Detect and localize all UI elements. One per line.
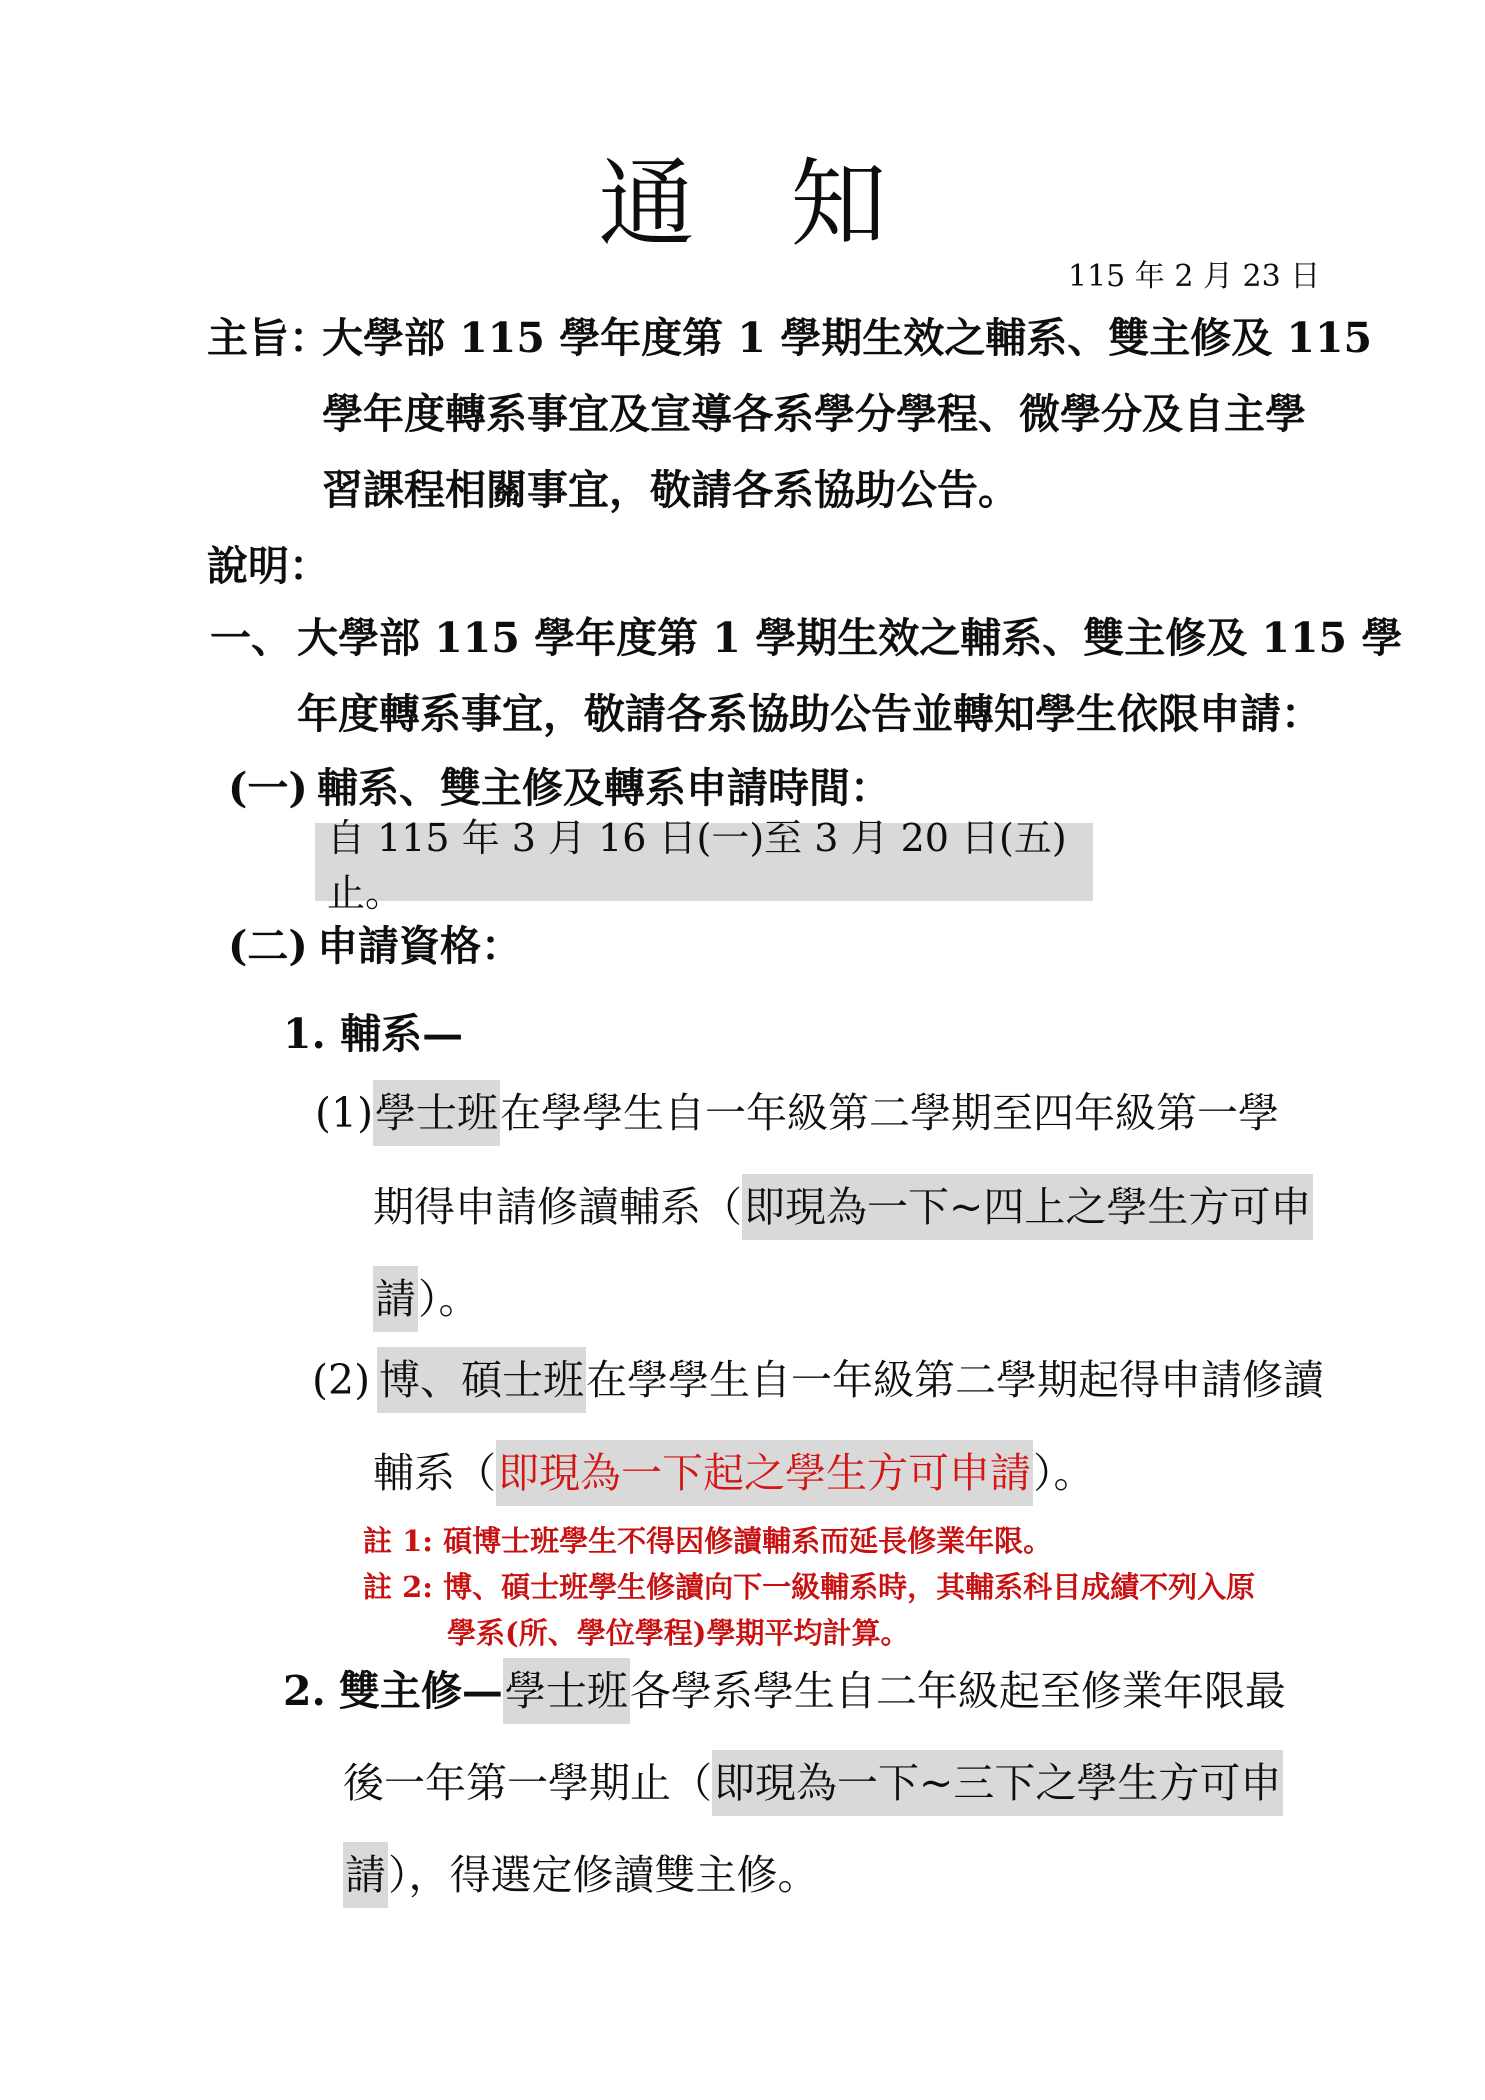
- double-major-highlight-1: 學士班: [503, 1658, 630, 1724]
- note-2-label: 註 2:: [363, 1570, 433, 1604]
- double-major-line-1: [283, 1668, 1286, 1715]
- application-period-text: 自 115 年 3 月 16 日(一)至 3 月 20 日(五)止。: [327, 816, 1067, 915]
- sub2-heading: 申請資格：: [317, 922, 522, 970]
- double-major-highlight-2: 即現為一下~三下之學生方可申: [712, 1750, 1283, 1816]
- item1-number: 一、: [210, 614, 292, 662]
- minor-p1-highlight-2: 即現為一下~四上之學生方可申: [742, 1174, 1313, 1240]
- subject-line-1: 大學部 115 學年度第 1 學期生效之輔系、雙主修及 115: [322, 314, 1373, 362]
- double-major-highlight-3: 請: [343, 1842, 388, 1908]
- minor-p2-pre-2: 輔系（: [373, 1449, 496, 1497]
- sub1-heading: 輔系、雙主修及轉系申請時間：: [317, 764, 891, 812]
- note-2-text-1: 博、碩士班學生修讀向下一級輔系時，其輔系科目成績不列入原: [443, 1570, 1256, 1604]
- item1-line-1: 大學部 115 學年度第 1 學期生效之輔系、雙主修及 115 學: [297, 614, 1403, 662]
- minor-p1-highlight-1: 學士班: [373, 1080, 500, 1146]
- note-1: [363, 1524, 1052, 1559]
- double-major-rest-3: ），得選定修讀雙主修。: [388, 1851, 819, 1899]
- minor-p2-rest-2: ）。: [1033, 1449, 1095, 1497]
- application-period-highlight: [315, 816, 1093, 915]
- note-2-line-1: [363, 1570, 1255, 1605]
- minor-number: 1.: [283, 1010, 326, 1058]
- minor-p1-highlight-3: 請: [373, 1266, 418, 1332]
- minor-p1-rest-3: ）。: [418, 1275, 480, 1323]
- subject-line-3: 習課程相關事宜，敬請各系協助公告。: [322, 466, 1019, 514]
- minor-p1-rest-1: 在學學生自一年級第二學期至四年級第一學: [500, 1089, 1279, 1137]
- minor-heading-line: [283, 1011, 463, 1058]
- note-1-label: 註 1:: [363, 1524, 433, 1558]
- minor-p2-highlight-2: 即現為一下起之學生方可申請: [496, 1440, 1033, 1506]
- subject-line-2: 學年度轉系事宜及宣導各系學分學程、微學分及自主學: [322, 390, 1306, 438]
- notice-date: 115 年 2 月 23 日: [1068, 259, 1321, 294]
- sub2-number: (二): [228, 922, 308, 970]
- page-title: 通 知: [598, 148, 887, 260]
- double-major-line-2: [343, 1760, 1283, 1807]
- minor-p2-line-1: [377, 1357, 1324, 1404]
- minor-p2-highlight-1: 博、碩士班: [377, 1347, 586, 1413]
- explanation-label: 說明：: [207, 542, 330, 590]
- item1-line-2: 年度轉系事宜，敬請各系協助公告並轉知學生依限申請：: [297, 690, 1322, 738]
- double-major-pre-2: 後一年第一學期止（: [343, 1759, 712, 1807]
- double-major-line-3: [343, 1852, 819, 1899]
- subject-label: 主旨：: [207, 314, 330, 362]
- minor-p2-line-2: [373, 1450, 1095, 1497]
- minor-p1-line-2: [373, 1184, 1313, 1231]
- minor-p1-number: (1): [315, 1089, 374, 1137]
- minor-p2-number: (2): [312, 1356, 371, 1404]
- note-1-text: 碩博士班學生不得因修讀輔系而延長修業年限。: [443, 1524, 1053, 1558]
- minor-p1-line-1: [373, 1090, 1279, 1137]
- minor-p1-pre-2: 期得申請修讀輔系（: [373, 1183, 742, 1231]
- minor-p2-rest-1: 在學學生自一年級第二學期起得申請修讀: [586, 1356, 1324, 1404]
- double-major-rest-1: 各學系學生自二年級起至修業年限最: [629, 1667, 1286, 1715]
- double-major-number: 2.: [283, 1667, 326, 1715]
- double-major-heading: 雙主修—: [338, 1667, 503, 1715]
- minor-p1-line-3: [373, 1276, 480, 1323]
- note-2-line-2: 學系(所、學位學程)學期平均計算。: [447, 1616, 910, 1650]
- sub1-number: (一): [228, 764, 308, 812]
- minor-heading: 輔系—: [340, 1010, 464, 1058]
